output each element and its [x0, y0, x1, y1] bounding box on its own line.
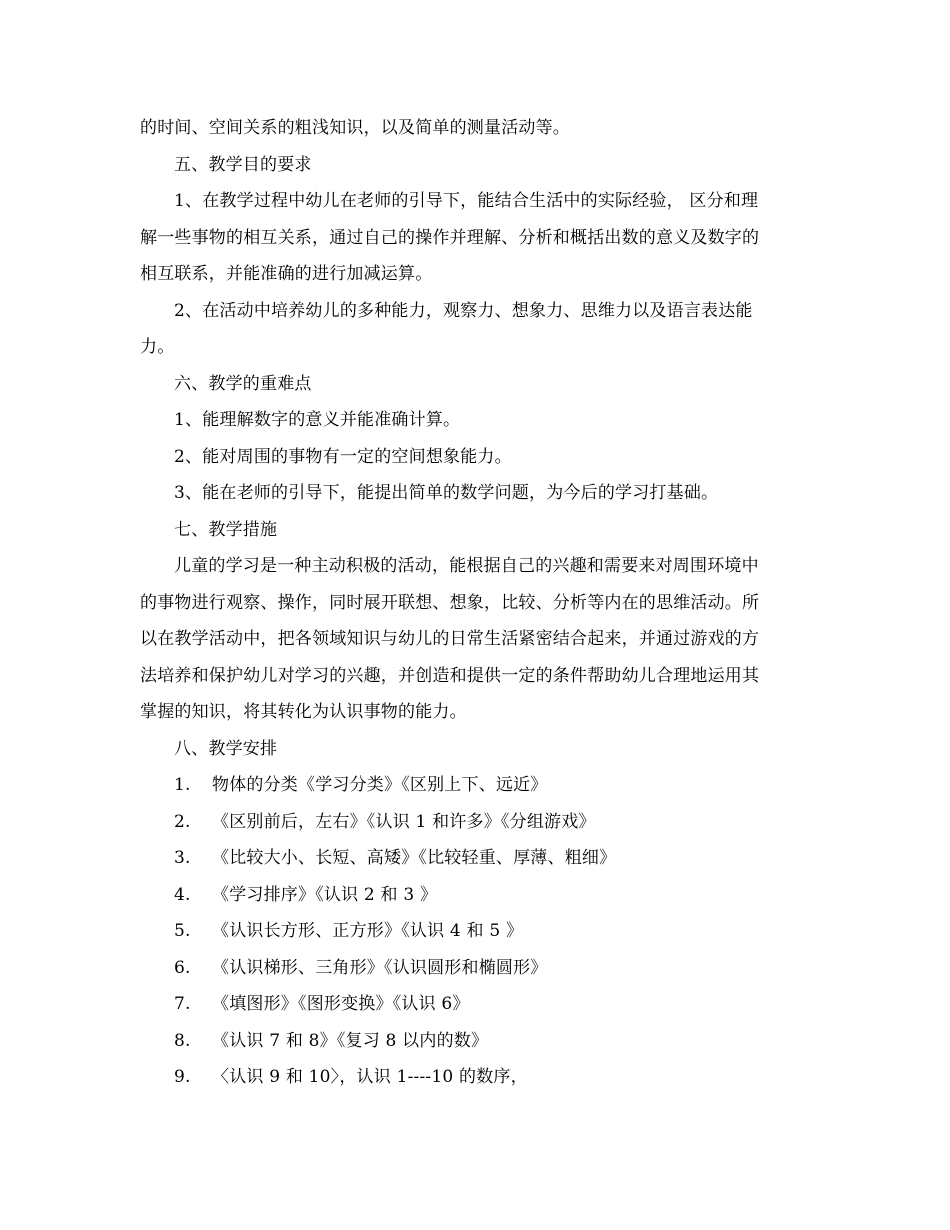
schedule-item [140, 877, 820, 914]
schedule-item-text: 《比较大小、长短、高矮》《比较轻重、厚薄、粗细》 [212, 848, 617, 868]
section7-paragraph-line: 法培养和保护幼儿对学习的兴趣，并创造和提供一定的条件帮助幼儿合理地运用其 [140, 665, 760, 686]
document-body [140, 110, 820, 1096]
schedule-item [140, 950, 820, 987]
paragraph-continued-line: 的时间、空间关系的粗浅知识，以及简单的测量活动等。 [140, 118, 570, 138]
schedule-item [140, 1023, 820, 1060]
schedule-item-number: 8. [174, 1030, 191, 1051]
schedule-item-text: 《认识梯形、三角形》《认识圆形和椭圆形》 [212, 957, 548, 978]
section7-paragraph-line: 掌握的知识，将其转化为认识事物的能力。 [140, 702, 467, 722]
schedule-item-text: 《区别前后，左右》《认识 1 和许多》《分组游戏》 [212, 811, 596, 832]
schedule-item [140, 1059, 820, 1096]
schedule-item-text: 《填图形》《图形变换》《认识 6》 [212, 994, 470, 1014]
schedule-item-number: 5. [174, 921, 191, 941]
schedule-item-number: 1. [174, 775, 191, 795]
schedule-item [140, 986, 820, 1023]
section6-item: 2、能对周围的事物有一定的空间想象能力。 [174, 446, 512, 467]
section5-item2-line: 2、在活动中培养幼儿的多种能力，观察力、想象力、思维力以及语言表达能 [174, 300, 753, 321]
section5-item1-line: 相互联系，并能准确的进行加减运算。 [140, 264, 433, 284]
section8-heading: 八、教学安排 [174, 738, 278, 759]
schedule-item-number: 3. [174, 848, 191, 868]
section6-heading: 六、教学的重难点 [174, 373, 312, 394]
schedule-item-text: 《学习排序》《认识 2 和 3 》 [212, 884, 438, 905]
schedule-item-number: 2. [174, 811, 191, 832]
section6-item: 3、能在老师的引导下，能提出简单的数学问题，为今后的学习打基础。 [174, 483, 719, 503]
schedule-item-text: 物体的分类《学习分类》《区别上下、远近》 [212, 775, 548, 795]
section7-paragraph-line: 儿童的学习是一种主动积极的活动，能根据自己的兴趣和需要来对周围环境中 [174, 556, 759, 576]
section6-item: 1、能理解数字的意义并能准确计算。 [174, 410, 461, 430]
section7-heading: 七、教学措施 [174, 519, 278, 540]
section5-item1-line: 1、在教学过程中幼儿在老师的引导下，能结合生活中的实际经验， 区分和理 [174, 191, 759, 211]
section7-paragraph-line: 的事物进行观察、操作，同时展开联想、想象，比较、分析等内在的思维活动。所 [140, 592, 760, 613]
section5-heading: 五、教学目的要求 [174, 154, 312, 175]
schedule-item [140, 913, 820, 950]
section7-paragraph-line: 以在教学活动中，把各领域知识与幼儿的日常生活紧密结合起来，并通过游戏的方 [140, 629, 760, 649]
schedule-item-text: 《认识 7 和 8》《复习 8 以内的数》 [212, 1030, 489, 1051]
schedule-item-text: 《认识长方形、正方形》《认识 4 和 5 》 [212, 921, 524, 941]
schedule-item [140, 804, 820, 841]
schedule-item [140, 767, 820, 804]
section5-item1-line: 解一些事物的相互关系，通过自己的操作并理解、分析和概括出数的意义及数字的 [140, 227, 760, 248]
schedule-item-number: 9. [174, 1067, 191, 1087]
schedule-item-number: 4. [174, 884, 191, 905]
schedule-item-text: 〈认识 9 和 10〉，认识 1----10 的数序， [212, 1067, 528, 1087]
schedule-item-number: 6. [174, 957, 191, 978]
schedule-item-number: 7. [174, 994, 191, 1014]
section5-item2-line: 力。 [140, 337, 175, 357]
schedule-item [140, 840, 820, 877]
